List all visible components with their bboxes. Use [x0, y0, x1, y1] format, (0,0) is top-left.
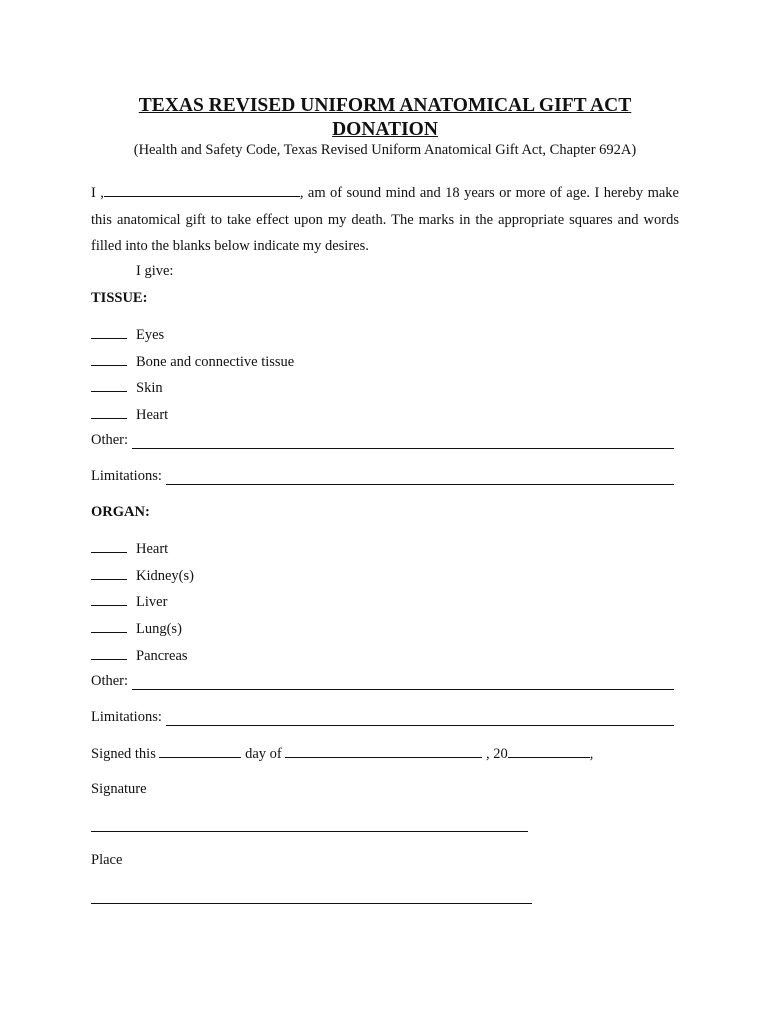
- organ-item: [91, 593, 167, 611]
- organ-other-label: Other:: [91, 673, 129, 689]
- organ-limitations-blank[interactable]: [166, 713, 674, 726]
- tissue-checkbox-heart[interactable]: [91, 406, 127, 419]
- signed-this-label: Signed this: [91, 746, 156, 762]
- day-blank[interactable]: [159, 745, 241, 758]
- organ-other-row: [91, 673, 674, 690]
- organ-checkbox-pancreas[interactable]: [91, 647, 127, 660]
- day-of-label: day of: [245, 746, 282, 762]
- date-trailing-comma: ,: [589, 746, 594, 762]
- donor-name-blank[interactable]: [104, 184, 300, 197]
- form-title-line1: TEXAS REVISED UNIFORM ANATOMICAL GIFT ACT: [138, 95, 632, 116]
- tissue-other-blank[interactable]: [132, 436, 674, 449]
- tissue-item: [91, 353, 294, 371]
- organ-heading: ORGAN:: [91, 504, 150, 520]
- tissue-limitations-label: Limitations:: [91, 468, 162, 484]
- organ-limitations-label: Limitations:: [91, 709, 162, 725]
- i-give-label: I give:: [136, 263, 174, 279]
- intro-paragraph: [91, 180, 679, 260]
- organ-item: [91, 620, 182, 638]
- place-label: Place: [91, 852, 123, 868]
- tissue-limitations-row: [91, 468, 674, 485]
- tissue-item: [91, 326, 164, 344]
- organ-checkbox-kidney[interactable]: [91, 567, 127, 580]
- organ-item-label: Kidney(s): [136, 568, 194, 584]
- tissue-heading: TISSUE:: [91, 290, 148, 306]
- year-blank[interactable]: [508, 745, 590, 758]
- form-subtitle: (Health and Safety Code, Texas Revised Uniform Anatomical Gift Act, Chapter 692A): [133, 142, 637, 158]
- tissue-limitations-blank[interactable]: [166, 472, 674, 485]
- organ-item-label: Heart: [136, 541, 169, 557]
- organ-item: [91, 567, 194, 585]
- organ-other-blank[interactable]: [132, 677, 674, 690]
- tissue-other-label: Other:: [91, 432, 129, 448]
- place-line[interactable]: [91, 902, 532, 904]
- organ-checkbox-lungs[interactable]: [91, 620, 127, 633]
- organ-item-label: Liver: [136, 594, 168, 610]
- tissue-checkbox-eyes[interactable]: [91, 326, 127, 339]
- tissue-item-label: Heart: [136, 407, 169, 423]
- signature-line[interactable]: [91, 830, 528, 832]
- organ-item-label: Lung(s): [136, 621, 182, 637]
- tissue-item: [91, 406, 168, 424]
- tissue-item: [91, 379, 163, 397]
- tissue-item-label: Bone and connective tissue: [136, 354, 295, 370]
- signature-label: Signature: [91, 781, 147, 797]
- tissue-other-row: [91, 432, 674, 449]
- organ-checkbox-liver[interactable]: [91, 593, 127, 606]
- form-title-line2: DONATION: [332, 119, 438, 140]
- intro-text: , am of sound mind and 18 years or more of age. I hereby make this anatomical gift to take effect upon my death. The marks in the appropriate squares and words filled into the blanks below indicate my desires.: [91, 185, 679, 254]
- tissue-item-label: Skin: [136, 380, 163, 396]
- organ-item: [91, 540, 168, 558]
- organ-item-label: Pancreas: [136, 648, 188, 664]
- signed-date-row: [91, 745, 593, 763]
- year-prefix-label: , 20: [486, 746, 508, 762]
- intro-prefix: I ,: [91, 185, 104, 201]
- tissue-item-label: Eyes: [136, 327, 165, 343]
- tissue-checkbox-bone[interactable]: [91, 353, 127, 366]
- organ-item: [91, 647, 188, 665]
- month-blank[interactable]: [285, 745, 482, 758]
- organ-limitations-row: [91, 709, 674, 726]
- tissue-checkbox-skin[interactable]: [91, 379, 127, 392]
- organ-checkbox-heart[interactable]: [91, 540, 127, 553]
